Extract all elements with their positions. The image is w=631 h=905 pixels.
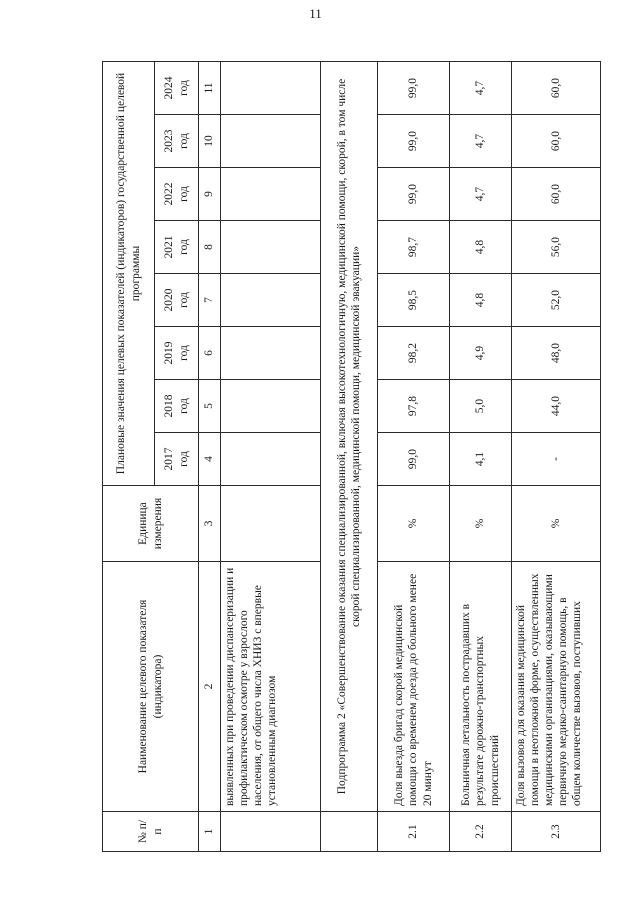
col-number: 6: [199, 327, 221, 380]
row-unit: %: [512, 486, 601, 562]
header-row-1: [103, 62, 155, 852]
page-number: 11: [309, 6, 322, 21]
row-value: 60,0: [512, 168, 601, 221]
col-number: 1: [199, 812, 221, 852]
indicator-table: [102, 61, 601, 852]
row-unit: [221, 486, 321, 562]
header-unit: Единица измерения: [103, 486, 199, 562]
year-label: 2020: [163, 288, 176, 312]
row-value: 44,0: [512, 380, 601, 433]
row-value: 99,0: [378, 168, 450, 221]
subprogram-row: [321, 62, 378, 852]
row-value: 98,2: [378, 327, 450, 380]
row-value: [221, 221, 321, 274]
header-year-2019: [155, 327, 199, 380]
year-suffix: год: [177, 239, 190, 255]
col-number: 8: [199, 221, 221, 274]
header-year-2017: [155, 433, 199, 486]
year-suffix: год: [177, 186, 190, 202]
year-label: 2018: [163, 394, 176, 418]
table-row-continued: [221, 62, 321, 852]
year-label: 2017: [163, 447, 176, 471]
year-suffix: год: [177, 345, 190, 361]
row-value: [221, 168, 321, 221]
subprogram-title: Подпрограмма 2 «Совершенствование оказания специализированной, включая высокотехнологичную, медицинской помощи, скорой, в том числе скорой специализированной, медицинской помощи, медицинской эвакуации»: [321, 62, 378, 812]
row-value: 4,7: [450, 115, 512, 168]
header-num: № п/п: [103, 812, 199, 852]
row-num: [221, 812, 321, 852]
column-number-row: [199, 62, 221, 852]
row-indicator-name: Доля выезда бригад скорой медицинской помощи со временем доезда до больного менее 20 минут: [378, 562, 450, 812]
year-label: 2021: [163, 235, 176, 259]
col-number: 9: [199, 168, 221, 221]
row-value: 4,7: [450, 168, 512, 221]
header-year-2022: [155, 168, 199, 221]
row-value: 99,0: [378, 115, 450, 168]
row-num: 2.1: [378, 812, 450, 852]
row-value: 52,0: [512, 274, 601, 327]
subprogram-num-cell: [321, 812, 378, 852]
row-value: 60,0: [512, 62, 601, 115]
year-suffix: год: [177, 292, 190, 308]
row-value: 5,0: [450, 380, 512, 433]
row-value: 98,7: [378, 221, 450, 274]
table-row-2-3: [512, 62, 601, 852]
row-value: [221, 380, 321, 433]
row-value: 97,8: [378, 380, 450, 433]
year-label: 2022: [163, 182, 176, 206]
row-unit: %: [378, 486, 450, 562]
row-value: 99,0: [378, 62, 450, 115]
row-unit: %: [450, 486, 512, 562]
row-value: [221, 327, 321, 380]
table-row-2-2: [450, 62, 512, 852]
header-year-2021: [155, 221, 199, 274]
header-year-2023: [155, 115, 199, 168]
row-value: 56,0: [512, 221, 601, 274]
year-suffix: год: [177, 451, 190, 467]
row-num: 2.3: [512, 812, 601, 852]
row-value: [221, 274, 321, 327]
header-year-2024: [155, 62, 199, 115]
header-name: Наименование целевого показателя (индикатора): [103, 562, 199, 812]
year-suffix: год: [177, 80, 190, 96]
year-label: 2024: [163, 76, 176, 100]
table-row-2-1: [378, 62, 450, 852]
row-value: [221, 433, 321, 486]
indicator-table-rotated: [102, 62, 600, 852]
row-value: -: [512, 433, 601, 486]
row-value: [221, 115, 321, 168]
row-value: [221, 62, 321, 115]
col-number: 11: [199, 62, 221, 115]
col-number: 7: [199, 274, 221, 327]
col-number: 3: [199, 486, 221, 562]
row-value: 4,1: [450, 433, 512, 486]
col-number: 5: [199, 380, 221, 433]
row-value: 99,0: [378, 433, 450, 486]
row-value: 4,8: [450, 274, 512, 327]
row-indicator-name: Больничная летальность пострадавших в результате дорожно-транспортных происшествий: [450, 562, 512, 812]
row-value: 4,7: [450, 62, 512, 115]
col-number: 4: [199, 433, 221, 486]
row-num: 2.2: [450, 812, 512, 852]
year-label: 2019: [163, 341, 176, 365]
row-value: 60,0: [512, 115, 601, 168]
header-year-2020: [155, 274, 199, 327]
row-value: 98,5: [378, 274, 450, 327]
col-number: 10: [199, 115, 221, 168]
row-indicator-name: выявленных при проведении диспансеризации и профилактическом осмотре у взрослого населения, от общего числа ХНИЗ с впервые установленным диагнозом: [221, 562, 321, 812]
year-suffix: год: [177, 133, 190, 149]
header-plan: Плановые значения целевых показателей (индикаторов) государственной целевой программы: [103, 62, 155, 486]
row-value: 4,8: [450, 221, 512, 274]
row-indicator-name: Доля вызовов для оказания медицинской помощи в неотложной форме, осуществленных медицинскими организациями, оказывающими первичную медико-санитарную помощь, в общем количестве вызовов, поступивших: [512, 562, 601, 812]
year-label: 2023: [163, 129, 176, 153]
row-value: 48,0: [512, 327, 601, 380]
row-value: 4,9: [450, 327, 512, 380]
col-number: 2: [199, 562, 221, 812]
header-year-2018: [155, 380, 199, 433]
year-suffix: год: [177, 398, 190, 414]
